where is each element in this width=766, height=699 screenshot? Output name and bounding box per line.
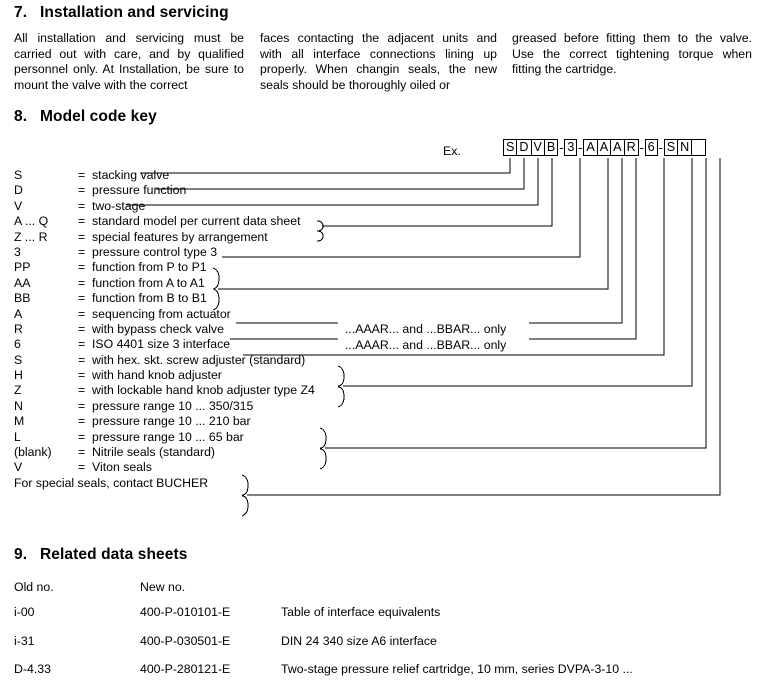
installation-col-3-text: greased before fitting them to the valve. Use the correct tightening torque when fitting the cartridge. (512, 31, 752, 76)
key-equals: = (78, 368, 86, 383)
key-row (14, 430, 315, 445)
key-row (14, 245, 315, 260)
code-group-3 (564, 139, 577, 156)
key-equals: = (78, 275, 86, 290)
section-8-heading (14, 108, 157, 126)
code-box-s1: S (503, 139, 516, 156)
key-equals: = (78, 244, 86, 259)
model-code-key-list (14, 168, 315, 491)
key-row (14, 260, 315, 275)
key-description: function from A to A1 (92, 275, 205, 290)
key-equals: = (78, 321, 86, 336)
installation-col-2 (260, 31, 497, 93)
code-box-n: N (677, 139, 691, 156)
key-row (14, 214, 315, 229)
related-old-no: i-00 (14, 605, 35, 619)
key-description: ISO 4401 size 3 interface (92, 337, 231, 352)
code-dash-1: - (559, 140, 564, 155)
code-group-aaar (583, 139, 638, 156)
key-equals: = (78, 229, 86, 244)
key-description: sequencing from actuator (92, 306, 231, 321)
section-9-heading (14, 546, 188, 564)
key-code: S (14, 168, 23, 182)
related-header-old: Old no. (14, 580, 54, 594)
key-code: R (14, 321, 23, 336)
related-header-new: New no. (140, 580, 186, 594)
annotation-bypass: ...AAAR... and ...BBAR... only (345, 338, 507, 352)
key-equals: = (78, 198, 86, 213)
code-dash-2: - (578, 140, 583, 155)
key-code: BB (14, 291, 31, 306)
installation-col-2-text: faces contacting the adjacent units and with all interface connections lining up properly. When changin seals, the new seals should be thoroughly oiled or (260, 31, 497, 92)
section-8-title: Model code key (40, 108, 157, 125)
key-equals: = (78, 306, 86, 321)
code-group-sdvb (503, 139, 558, 156)
key-description: pressure range 10 ... 65 bar (92, 429, 244, 444)
key-row (14, 168, 315, 183)
related-new-no: 400-P-010101-E (140, 605, 231, 619)
key-code: D (14, 183, 23, 198)
key-equals: = (78, 445, 86, 460)
key-equals: = (78, 168, 86, 182)
key-row (14, 445, 315, 460)
key-row (14, 230, 315, 245)
section-7-heading (14, 4, 229, 22)
key-description: function from B to B1 (92, 291, 207, 306)
related-old-no: D-4.33 (14, 662, 51, 676)
key-code: M (14, 414, 25, 429)
section-9-title: Related data sheets (40, 546, 188, 563)
key-row (14, 337, 315, 352)
key-row (14, 368, 315, 383)
key-equals: = (78, 383, 86, 398)
key-code: S (14, 352, 23, 367)
code-box-6: 6 (645, 139, 658, 156)
key-description: pressure range 10 ... 350/315 (92, 398, 254, 413)
key-code: A (14, 306, 23, 321)
key-description: pressure function (92, 183, 187, 198)
key-row-footer-note (14, 476, 315, 491)
key-row (14, 399, 315, 414)
key-code: AA (14, 275, 31, 290)
key-description: Nitrile seals (standard) (92, 445, 216, 460)
related-description: Two-stage pressure relief cartridge, 10 mm, series DVPA-3-10 ... (281, 662, 633, 676)
key-equals: = (78, 183, 86, 198)
key-equals: = (78, 260, 86, 275)
code-box-a2: A (597, 139, 610, 156)
code-box-r: R (624, 139, 639, 156)
key-code: H (14, 368, 23, 383)
key-equals: = (78, 429, 86, 444)
key-description: pressure range 10 ... 210 bar (92, 414, 251, 429)
code-box-s2: S (664, 139, 677, 156)
key-code: Z (14, 383, 22, 398)
key-code: A ... Q (14, 214, 49, 229)
related-description: Table of interface equivalents (281, 605, 441, 619)
key-row (14, 276, 315, 291)
key-description: function from P to P1 (92, 260, 207, 275)
key-description: stacking valve (92, 168, 170, 182)
section-8-number: 8. (14, 108, 28, 125)
key-row (14, 414, 315, 429)
key-code: L (14, 429, 21, 444)
code-box-a3: A (610, 139, 623, 156)
installation-col-1 (14, 31, 244, 93)
key-description: with hand knob adjuster (92, 368, 222, 383)
key-description: pressure control type 3 (92, 244, 218, 259)
key-description: standard model per current data sheet (92, 214, 301, 229)
code-dash-3: - (639, 140, 644, 155)
key-row (14, 199, 315, 214)
key-row (14, 307, 315, 322)
key-equals: = (78, 291, 86, 306)
related-new-no: 400-P-280121-E (140, 662, 231, 676)
code-box-3: 3 (564, 139, 577, 156)
section-7-number: 7. (14, 4, 28, 21)
key-description: two-stage (92, 198, 146, 213)
key-equals: = (78, 414, 86, 429)
annotation-sequencing: ...AAAR... and ...BBAR... only (345, 322, 507, 336)
table-row (14, 662, 633, 691)
key-code: 6 (14, 337, 21, 352)
key-row (14, 322, 315, 337)
installation-col-1-text: All installation and servicing must be carried out with care, and by qualified personnel only. At Installation, be sure to mount the valve with the correct (14, 31, 244, 92)
model-code-example (503, 139, 706, 156)
code-box-a1: A (583, 139, 596, 156)
example-label: Ex. (443, 144, 461, 158)
code-dash-4: - (658, 140, 663, 155)
code-box-d: D (516, 139, 530, 156)
key-code: (blank) (14, 445, 52, 460)
code-box-b: B (544, 139, 558, 156)
installation-col-3 (512, 31, 752, 78)
key-code: N (14, 398, 23, 413)
key-equals: = (78, 214, 86, 229)
key-code: V (14, 460, 23, 475)
code-box-v: V (531, 139, 544, 156)
key-code: 3 (14, 244, 21, 259)
key-row (14, 291, 315, 306)
key-description: Viton seals (92, 460, 152, 475)
code-group-6 (645, 139, 658, 156)
key-equals: = (78, 352, 86, 367)
table-row (14, 605, 633, 634)
key-description: special features by arrangement (92, 229, 268, 244)
special-seals-note: For special seals, contact BUCHER (14, 475, 209, 490)
code-group-sn (664, 139, 707, 156)
key-row (14, 353, 315, 368)
key-description: with hex. skt. screw adjuster (standard) (92, 352, 306, 367)
key-equals: = (78, 460, 86, 475)
section-7-title: Installation and servicing (40, 4, 229, 21)
table-row (14, 634, 633, 663)
related-description: DIN 24 340 size A6 interface (281, 633, 437, 648)
key-row (14, 183, 315, 198)
key-code: Z ... R (14, 229, 48, 244)
related-data-sheets-table (14, 605, 633, 691)
related-old-no: i-31 (14, 633, 35, 648)
section-9-number: 9. (14, 546, 28, 563)
key-code: V (14, 198, 23, 213)
code-box-seal-blank (691, 139, 706, 156)
key-equals: = (78, 337, 86, 352)
key-row (14, 383, 315, 398)
key-equals: = (78, 398, 86, 413)
key-description: with lockable hand knob adjuster type Z4 (92, 383, 315, 398)
key-description: with bypass check valve (92, 321, 224, 336)
key-row (14, 460, 315, 475)
related-new-no: 400-P-030501-E (140, 633, 231, 648)
key-code: PP (14, 260, 31, 275)
